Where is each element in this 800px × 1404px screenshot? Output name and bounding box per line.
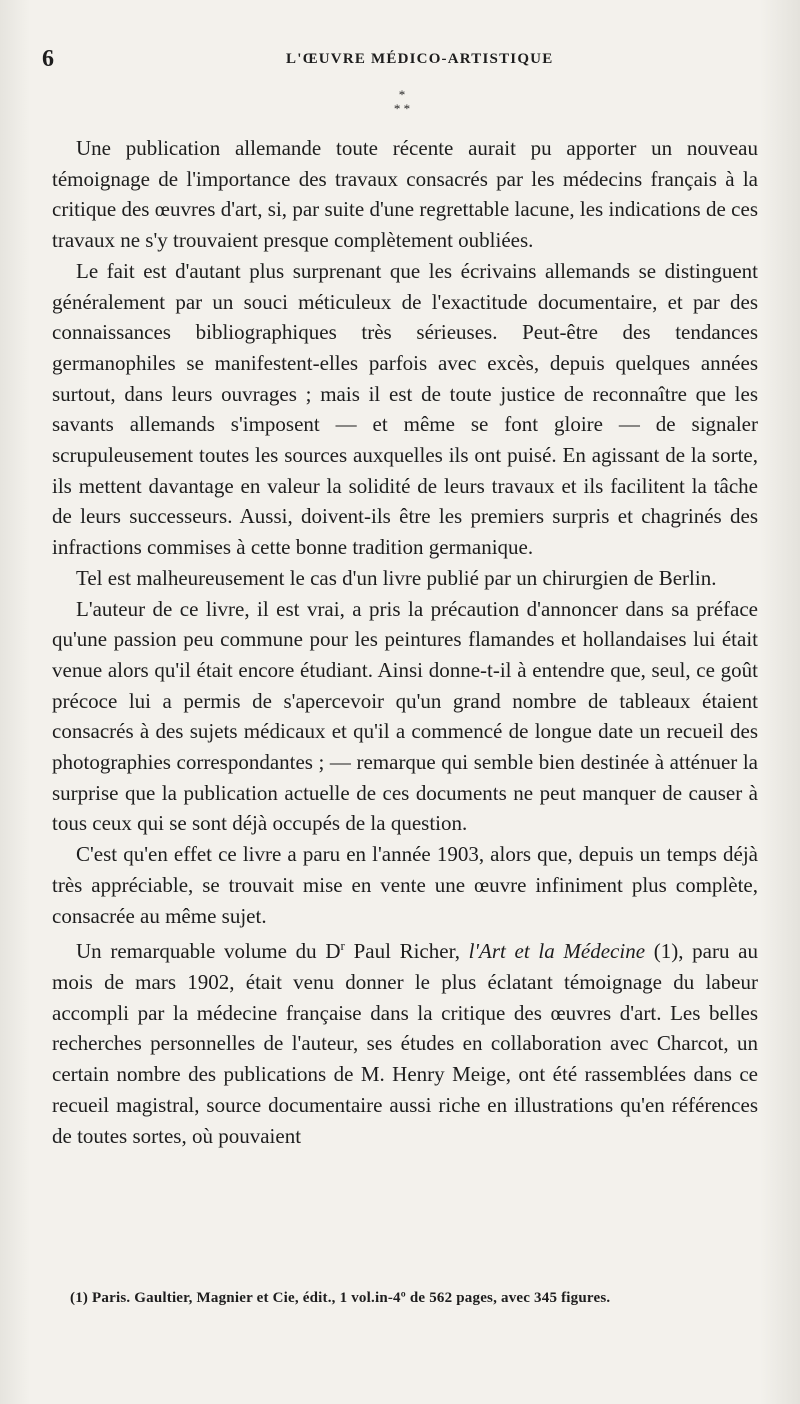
paragraph-1: Une publication allemande toute récente aurait pu apporter un nouveau témoignage de l'importance des travaux consacrés par les médecins français à la critique des œuvres d'art, si, par suite d'une regrettable lacune, les indications de ces travaux ne s'y trouvaient presque complètement oubliées. [52,136,758,253]
asterism-bottom: * * [393,101,411,116]
body-text [52,133,758,1151]
page-number: 6 [42,46,54,72]
paragraph-6-start: Un remarquable volume du D [76,939,341,964]
asterism-top: * [398,87,406,102]
asterism-separator [380,88,424,122]
author-name: Paul Richer, [344,939,469,964]
paragraph-2: Le fait est d'autant plus surprenant que les écrivains allemands se distinguent généralement par un souci méticuleux de l'exactitude documentaire, et par des connaissances bibliographiques très sérieuses. Peut-être des tendances germanophiles se manifestent-elles parfois avec excès, depuis quelques années surtout, dans leurs ouvrages ; mais il est de toute justice de reconnaître que les savants allemands s'imposent — et même se font gloire — de signaler scrupuleusement toutes les sources auxquelles ils ont puisé. En agissant de la sorte, ils mettent davantage en valeur la solidité de leurs travaux et ils facilitent la tâche de leurs successeurs. Aussi, doivent-ils être les premiers surpris et chagrinés des infractions commises à cette bonne tradition germanique. [52,258,758,560]
book-title: l'Art et la Médecine [468,939,646,964]
doctor-abbrev-superscript: r [340,938,345,954]
footnote-reference: (1) [645,939,679,964]
paragraph-3: Tel est malheureusement le cas d'un livre publié par un chirurgien de Berlin. [76,565,717,590]
paragraph-4: L'auteur de ce livre, il est vrai, a pris la précaution d'annoncer dans sa préface qu'une passion peu commune pour les peintures flamandes et hollandaises lui était venue alors qu'il était encore étudiant. Ainsi donne-t-il à entendre que, seul, ce goût précoce lui a permis de s'apercevoir qu'un grand nombre de tableaux étaient consacrés à des sujets médicaux et qu'il a commencé de longue date un recueil des photographies correspondantes ; — remarque qui semble bien destinée à atténuer la surprise que la publication actuelle de ces documents ne peut manquer de causer à tous ceux qui se sont déjà occupés de la question. [52,596,758,836]
paragraph-5: C'est qu'en effet ce livre a paru en l'année 1903, alors que, depuis un temps déjà très appréciable, se trouvait mise en vente une œuvre infiniment plus complète, consacrée au même sujet. [52,842,758,928]
page-header [0,46,800,74]
footnote: (1) Paris. Gaultier, Magnier et Cie, édit., 1 vol.in-4º de 562 pages, avec 345 figures. [70,1290,611,1306]
paragraph-6-rest: , paru au mois de mars 1902, était venu donner le plus éclatant témoignage du labeur accompli par la médecine française dans la critique des œuvres d'art. Les belles recherches personnelles de l'auteur, ses études en collaboration avec Charcot, un certain nombre des publications de M. Henry Meige, ont été rassemblées dans ce recueil magistral, source documentaire aussi riche en illustrations qu'en références de toutes sortes, où pouvaient [52,939,758,1148]
running-title: L'ŒUVRE MÉDICO-ARTISTIQUE [286,51,554,67]
paragraph-6 [52,931,758,1151]
